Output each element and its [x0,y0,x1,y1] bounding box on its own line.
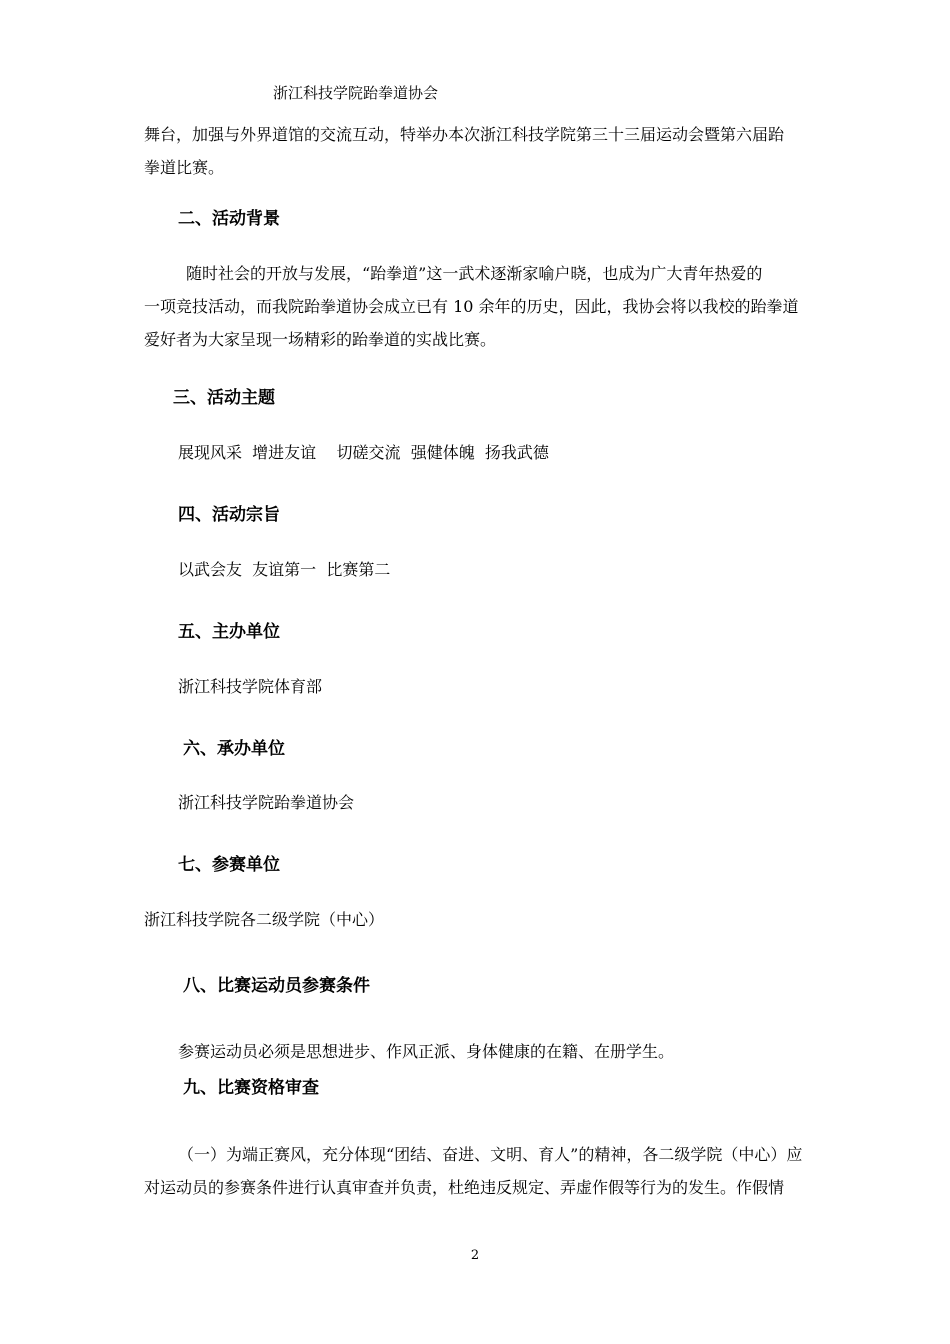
section-heading-organizer: 六、承办单位 [183,739,285,759]
section-heading-background: 二、活动背景 [178,209,280,229]
participants-text: 浙江科技学院各二级学院（中心） [144,910,385,929]
intro-line: 拳道比赛。 [144,158,225,177]
intro-line: 舞台，加强与外界道馆的交流互动，特举办本次浙江科技学院第三十三届运动会暨第六届跆 [144,125,785,144]
intro-paragraph [144,118,812,184]
background-line: 随时社会的开放与发展，“跆拳道”这一武术逐渐家喻户晓，也成为广大青年热爱的 [186,264,763,283]
purpose-text: 以武会友 友谊第一 比赛第二 [178,560,391,579]
host-text: 浙江科技学院体育部 [178,677,323,696]
section-heading-theme: 三、活动主题 [173,388,275,408]
review-line: （一）为端正赛风，充分体现“团结、奋进、文明、育人”的精神，各二级学院（中心）应 [178,1145,803,1164]
review-line: 对运动员的参赛条件进行认真审查并负责，杜绝违反规定、弄虚作假等行为的发生。作假情 [144,1178,785,1197]
background-line: 一项竞技活动，而我院跆拳道协会成立已有 10 余年的历史，因此，我协会将以我校的跆拳道 [144,297,799,316]
background-line: 爱好者为大家呈现一场精彩的跆拳道的实战比赛。 [144,330,497,349]
review-paragraph [144,1138,812,1204]
section-heading-review: 九、比赛资格审查 [183,1078,319,1098]
background-paragraph [144,257,812,356]
page-number: 2 [470,1248,480,1263]
eligibility-text: 参赛运动员必须是思想进步、作风正派、身体健康的在籍、在册学生。 [178,1042,675,1061]
section-heading-eligibility: 八、比赛运动员参赛条件 [183,976,370,996]
section-heading-purpose: 四、活动宗旨 [178,505,280,525]
section-heading-participants: 七、参赛单位 [178,855,280,875]
theme-text: 展现风采 增进友谊 切磋交流 强健体魄 扬我武德 [178,443,549,462]
organizer-text: 浙江科技学院跆拳道协会 [178,793,355,812]
page-header: 浙江科技学院跆拳道协会 [273,84,439,102]
section-heading-host: 五、主办单位 [178,622,280,642]
